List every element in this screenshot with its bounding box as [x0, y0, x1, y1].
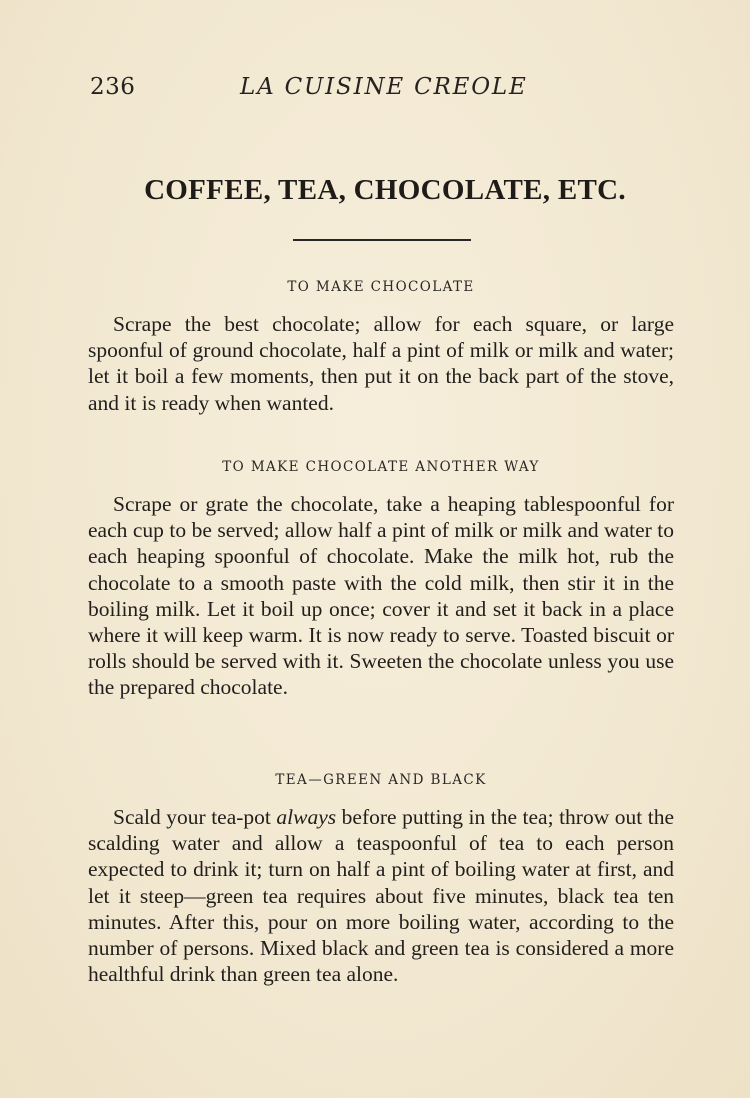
page-header — [90, 74, 680, 104]
tea-text-start: Scald your tea-pot — [113, 805, 277, 829]
running-head: LA CUISINE CREOLE — [240, 74, 528, 100]
tea-text-rest: before putting in the tea; throw out the scalding water and allow a teaspoonful of tea to each person expected to drink it; turn on half a pint of boiling water at first, and let it steep—green tea requires about five minutes, black tea ten minutes. After this, pour on more boiling water, according to the number of persons. Mixed black and green tea is considered a more healthful drink than green tea alone. — [88, 805, 674, 987]
chapter-title: COFFEE, TEA, CHOCOLATE, ETC. — [144, 174, 626, 206]
section-heading-tea: TEA—GREEN AND BLACK — [275, 772, 487, 788]
tea-text-emphasis: always — [276, 805, 337, 829]
paragraph-make-chocolate: Scrape the best chocolate; allow for each square, or large spoonful of ground chocolate, half a pint of milk or milk and water; let it boil a few moments, then put it on the back part of the stove, and it is ready when wanted. — [88, 312, 674, 415]
section-heading-chocolate-another-way: TO MAKE CHOCOLATE ANOTHER WAY — [222, 459, 540, 475]
paragraph-tea — [88, 804, 674, 987]
section-heading-make-chocolate: TO MAKE CHOCOLATE — [287, 279, 475, 295]
page-number: 236 — [90, 74, 136, 100]
paragraph-chocolate-another-way: Scrape or grate the chocolate, take a heaping tablespoonful for each cup to be served; allow half a pint of milk or milk and water to each heaping spoonful of chocolate. Make the milk hot, rub the chocolate to a smooth paste with the cold milk, then stir it in the boiling milk. Let it boil up once; cover it and set it back in a place where it will keep warm. It is now ready to serve. Toasted biscuit or rolls should be served with it. Sweeten the chocolate unless you use the prepared chocolate. — [88, 492, 674, 700]
title-rule — [293, 239, 471, 241]
